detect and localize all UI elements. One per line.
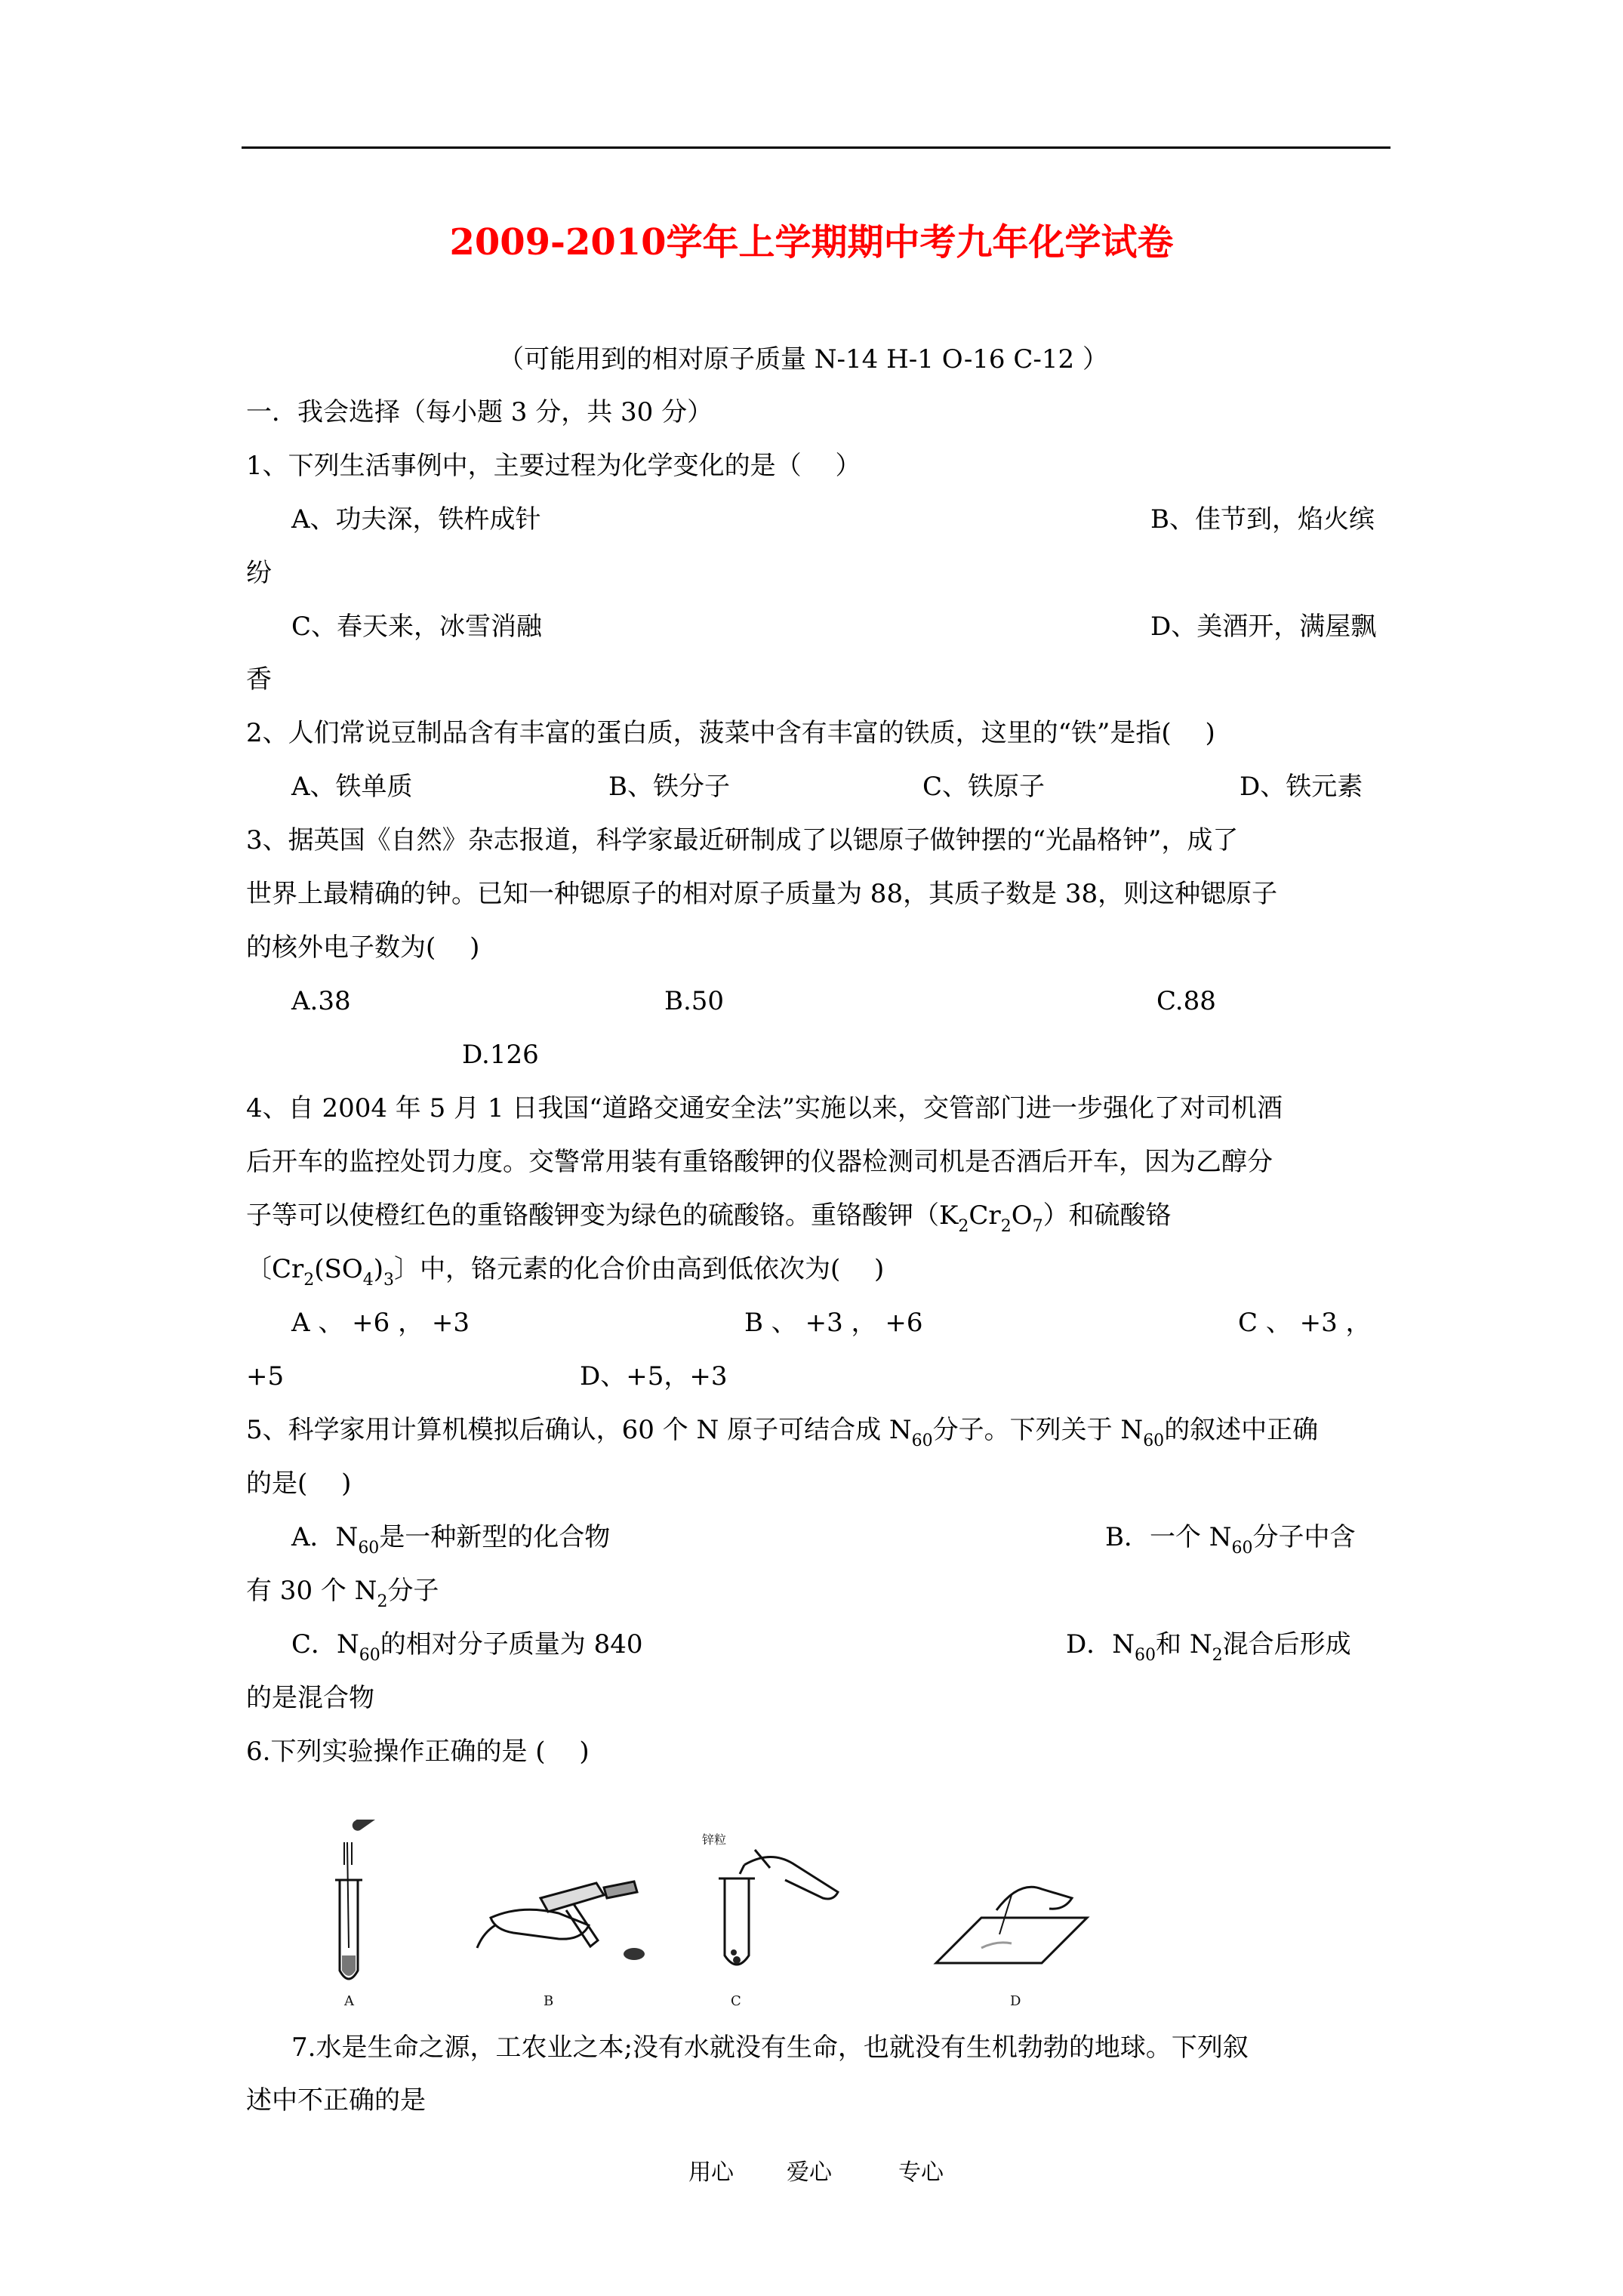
- q5-line1-text: 5、科学家用计算机模拟后确认，60 个 N 原子可结合成 N: [246, 1415, 912, 1445]
- q5-d-text: 和 N: [1156, 1629, 1212, 1660]
- q5-option-d-continued: 的是混合物: [246, 1683, 374, 1713]
- subscript: 2: [303, 1271, 315, 1290]
- subscript: 60: [911, 1432, 933, 1450]
- subscript: 3: [383, 1271, 394, 1290]
- question-5-line-2: 的是( ): [246, 1469, 352, 1499]
- q5-a-text: A．N: [291, 1522, 359, 1552]
- q3-option-d: D.126: [462, 1040, 539, 1070]
- question-1-stem: 1、下列生活事例中，主要过程为化学变化的是（ ）: [246, 451, 861, 481]
- question-3-line-3: 的核外电子数为( ): [246, 932, 480, 963]
- section-heading: 一．我会选择（每小题 3 分，共 30 分）: [246, 397, 713, 427]
- question-4-line-2: 后开车的监控处罚力度。交警常用装有重铬酸钾的仪器检测司机是否酒后开车，因为乙醇分: [246, 1147, 1273, 1177]
- figure-a-test-tube-dropper: [335, 1820, 381, 1979]
- q5-option-b-continued: [246, 1574, 439, 1611]
- lab-operations-figure: [317, 1820, 1132, 2017]
- q4-line3-text: O: [1011, 1200, 1033, 1231]
- q4-line3-text: 子等可以使橙红色的重铬酸钾变为绿色的硫酸铬。重铬酸钾（K: [246, 1200, 959, 1231]
- subscript: 2: [1212, 1646, 1223, 1665]
- q1-option-b-continued: 纷: [246, 558, 272, 588]
- subscript: 60: [1143, 1432, 1165, 1450]
- question-7-line-1: 7.水是生命之源，工农业之本;没有水就没有生命，也就没有生机勃勃的地球。下列叙: [291, 2032, 1249, 2063]
- figure-label-a: A: [344, 1993, 354, 2009]
- q4-option-c: C 、 +3 ，: [1238, 1308, 1372, 1338]
- subscript: 60: [359, 1646, 380, 1665]
- q5-a-text: 是一种新型的化合物: [379, 1522, 611, 1552]
- q4-line4-text: ): [373, 1254, 383, 1284]
- q3-option-c: C.88: [1156, 986, 1216, 1016]
- footer-left: 用心: [688, 2159, 734, 2186]
- q1-option-b: B、佳节到，焰火缤: [1150, 504, 1375, 535]
- q4-line4-text: 〕中，铬元素的化合价由高到低依次为( ): [393, 1254, 885, 1284]
- q5-d-text: D．N: [1066, 1629, 1135, 1660]
- question-4-line-1: 4、自 2004 年 5 月 1 日我国“道路交通安全法”实施以来，交管部门进一步强化了对司机酒: [246, 1093, 1283, 1123]
- figure-c-adding-zinc-granules: [719, 1850, 838, 1965]
- footer-middle: 爱心: [787, 2159, 832, 2186]
- subscript: 2: [958, 1217, 969, 1236]
- footer-right: 专心: [898, 2159, 944, 2186]
- q5-c-text: C．N: [291, 1629, 359, 1660]
- subscript: 2: [377, 1592, 388, 1611]
- figure-label-b: B: [544, 1993, 554, 2009]
- figure-d-test-paper: [936, 1887, 1087, 1963]
- q2-option-a: A、铁单质: [291, 772, 413, 802]
- question-2-stem: 2、人们常说豆制品含有丰富的蛋白质，菠菜中含有丰富的铁质，这里的“铁”是指( ): [246, 718, 1215, 748]
- question-6-stem: 6.下列实验操作正确的是 ( ): [246, 1737, 590, 1767]
- q4-line3-text: Cr: [969, 1200, 1001, 1231]
- figure-b-pouring-liquid: [477, 1881, 645, 1960]
- q5-d-text: 混合后形成: [1222, 1629, 1351, 1660]
- question-5-line-1: [246, 1413, 1318, 1450]
- q5-line1-text: 的叙述中正确: [1164, 1415, 1319, 1445]
- q2-option-c: C、铁原子: [922, 772, 1046, 802]
- q5-option-c: [291, 1628, 642, 1665]
- question-3-line-1: 3、据英国《自然》杂志报道，科学家最近研制成了以锶原子做钟摆的“光晶格钟”，成了: [246, 825, 1239, 855]
- question-4-line-4: [246, 1253, 884, 1290]
- q2-option-b: B、铁分子: [608, 772, 730, 802]
- header-rule: [242, 146, 1390, 149]
- question-4-line-3: [246, 1199, 1172, 1236]
- question-7-line-2: 述中不正确的是: [246, 2085, 426, 2116]
- q4-option-b: B 、 +3 ， +6: [744, 1308, 923, 1338]
- q5-option-d: [1066, 1628, 1351, 1665]
- q5-b-text: B．一个 N: [1105, 1522, 1232, 1552]
- q3-option-a: A.38: [291, 986, 351, 1016]
- subscript: 7: [1032, 1217, 1043, 1236]
- q5-option-a: [291, 1521, 610, 1558]
- figure-label-d: D: [1010, 1993, 1021, 2009]
- subscript: 60: [358, 1539, 380, 1558]
- q5-b-cont-text: 分子: [387, 1576, 439, 1606]
- q1-option-d: D、美酒开，满屋飘: [1150, 612, 1377, 642]
- subscript: 4: [362, 1271, 374, 1290]
- q4-option-a: A 、 +6 ， +3: [291, 1308, 470, 1338]
- subscript: 60: [1231, 1539, 1253, 1558]
- zinc-granule-label: 锌粒: [702, 1832, 727, 1847]
- q1-option-d-continued: 香: [246, 664, 272, 695]
- q5-b-text: 分子中含: [1252, 1522, 1356, 1552]
- q3-option-b: B.50: [664, 986, 725, 1016]
- q4-option-c-continued: +5: [246, 1361, 285, 1391]
- figure-label-c: C: [731, 1993, 741, 2009]
- subscript: 60: [1135, 1646, 1156, 1665]
- q1-option-c: C、春天来，冰雪消融: [291, 612, 543, 642]
- subscript: 2: [1000, 1217, 1012, 1236]
- q5-line1-text: 分子。下列关于 N: [932, 1415, 1144, 1445]
- q1-option-a: A、功夫深，铁杵成针: [291, 504, 541, 535]
- question-3-line-2: 世界上最精确的钟。已知一种锶原子的相对原子质量为 88，其质子数是 38，则这种锶原子: [246, 879, 1278, 909]
- q5-option-b: [1105, 1521, 1356, 1558]
- exam-title: 2009-2010学年上学期期中考九年化学试卷: [449, 221, 1174, 264]
- q5-b-cont-text: 有 30 个 N: [246, 1576, 377, 1606]
- atomic-mass-note: （可能用到的相对原子质量 N-14 H-1 O-16 C-12 ）: [498, 344, 1108, 374]
- q4-option-d: D、+5，+3: [580, 1361, 728, 1391]
- q2-option-d: D、铁元素: [1240, 772, 1363, 802]
- q4-line3-text: ）和硫酸铬: [1042, 1200, 1172, 1231]
- q4-line4-text: (SO: [314, 1254, 363, 1284]
- q5-c-text: 的相对分子质量为 840: [380, 1629, 643, 1660]
- q4-line4-text: 〔Cr: [246, 1254, 304, 1284]
